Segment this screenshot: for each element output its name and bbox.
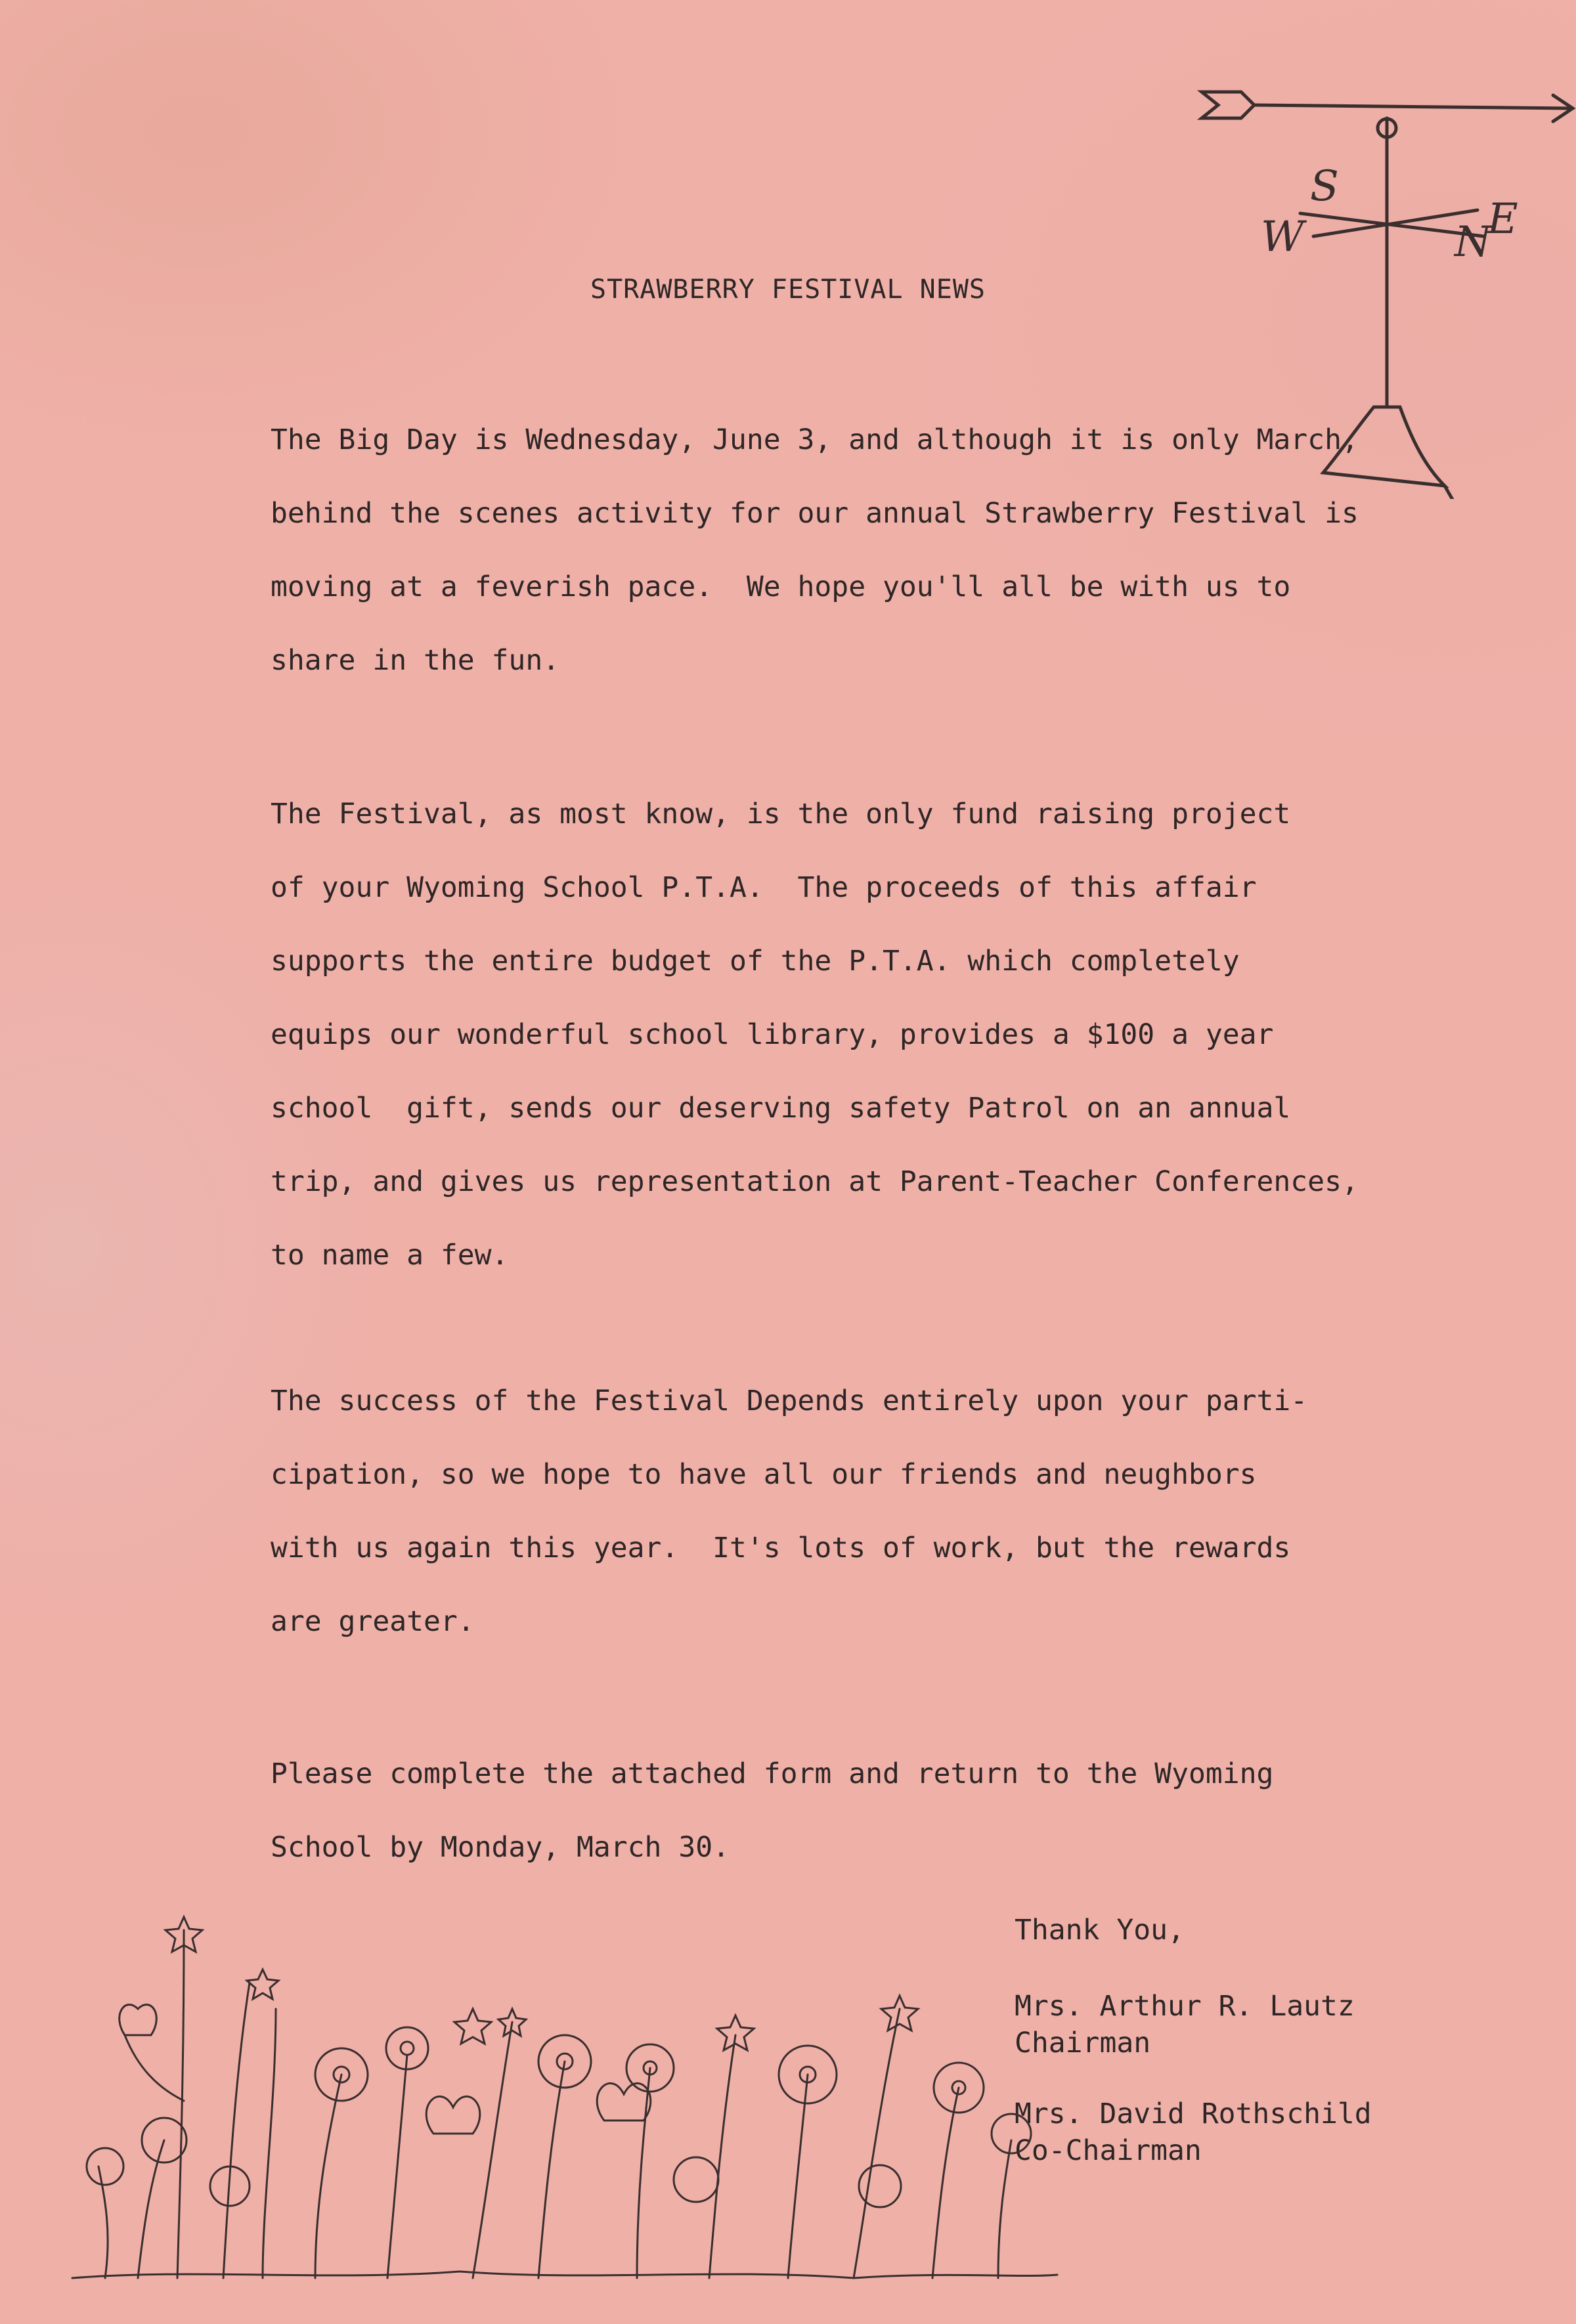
signatory-chairman: [1015, 1988, 1355, 2061]
paragraph-participation: [271, 1384, 1466, 1678]
paragraph-line: cipation, so we hope to have all our friends and neughbors: [271, 1458, 1257, 1491]
paragraph-line: The Festival, as most know, is the only fund raising project: [271, 798, 1291, 830]
paragraph-line: equips our wonderful school library, provides a $100 a year: [271, 1018, 1274, 1051]
vane-letter-n: N: [1455, 218, 1491, 267]
signatory-role: Chairman: [1015, 2027, 1151, 2059]
paragraph-line: with us again this year. It's lots of work, but the rewards: [271, 1532, 1291, 1564]
vane-letter-w: W: [1261, 213, 1304, 261]
paragraph-line: share in the fun.: [271, 644, 560, 677]
vane-letter-e: E: [1487, 195, 1518, 244]
paragraph-line: Please complete the attached form and return to the Wyoming: [271, 1757, 1274, 1790]
paragraph-line: The success of the Festival Depends entirely upon your parti-: [271, 1385, 1308, 1417]
paragraph-line: trip, and gives us representation at Parent-Teacher Conferences,: [271, 1165, 1359, 1198]
signatory-name: Mrs. David Rothschild: [1015, 2098, 1372, 2130]
paragraph-line: supports the entire budget of the P.T.A. which completely: [271, 945, 1240, 978]
signatory-role: Co-Chairman: [1015, 2134, 1202, 2167]
paragraph-line: to name a few.: [271, 1239, 509, 1272]
document-title: STRAWBERRY FESTIVAL NEWS: [590, 274, 986, 305]
paragraph-big-day: [271, 423, 1466, 717]
paragraph-line: of your Wyoming School P.T.A. The proceeds of this affair: [271, 871, 1257, 904]
wildflowers-illustration: [66, 1904, 1064, 2285]
paragraph-line: school gift, sends our deserving safety Patrol on an annual: [271, 1092, 1291, 1125]
paragraph-form-return: [271, 1757, 1466, 1904]
paragraph-line: are greater.: [271, 1605, 475, 1638]
closing-thank-you: Thank You,: [1015, 1914, 1185, 1947]
signatory-co-chairman: [1015, 2096, 1372, 2169]
paragraph-line: behind the scenes activity for our annual Strawberry Festival is: [271, 497, 1359, 530]
paragraph-fund-raising: [271, 797, 1466, 1312]
vane-letter-s: S: [1310, 162, 1339, 211]
paragraph-line: School by Monday, March 30.: [271, 1831, 730, 1864]
signatory-name: Mrs. Arthur R. Lautz: [1015, 1990, 1355, 2023]
paragraph-line: moving at a feverish pace. We hope you'll all be with us to: [271, 570, 1291, 603]
paragraph-line: The Big Day is Wednesday, June 3, and although it is only March,: [271, 423, 1359, 456]
